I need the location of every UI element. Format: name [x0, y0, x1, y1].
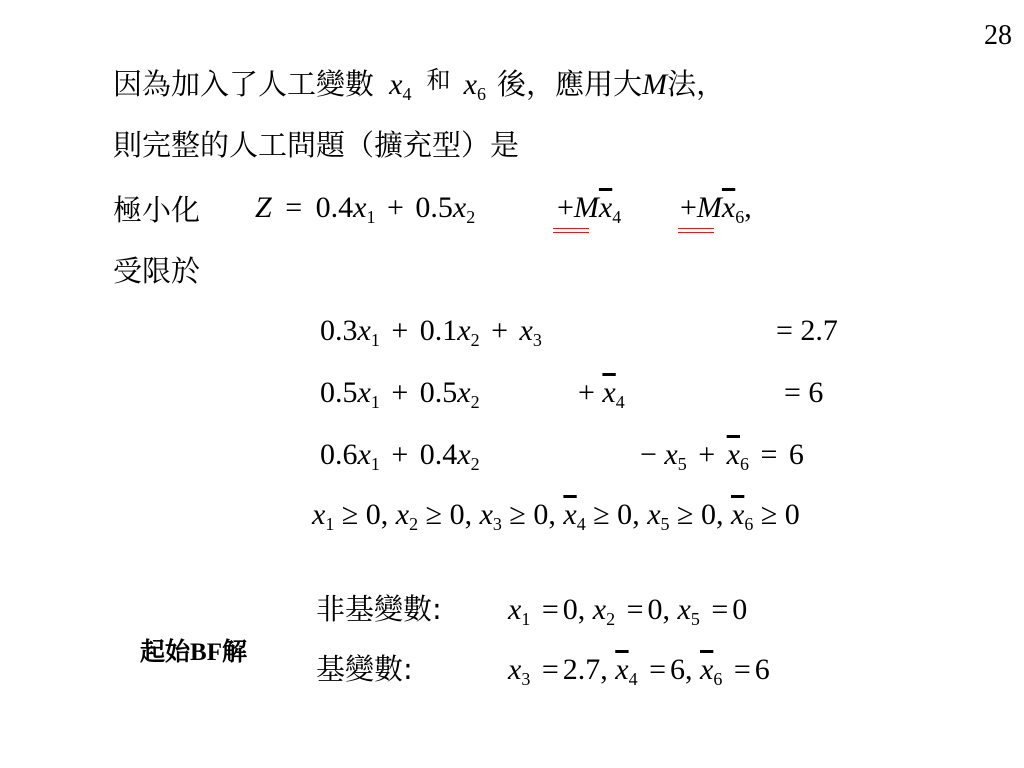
nonnegativity-row: $x_1 \ge 0$, $x_2 \ge 0$, $x_3 \ge 0$, $\overline{x}_4 \ge 0$, $x_5 \ge 0$, $\overline{x}_6 \ge 0$ — [312, 498, 800, 534]
constraint-row-1-rhs: = 2.7 — [776, 314, 838, 347]
intro-line-2: 則完整的人工問題（擴充型）是 — [113, 128, 520, 162]
intro-line-1 — [113, 66, 726, 106]
intro-and: 和 — [426, 66, 451, 94]
objective-m-x4: $+M\overline{x}_4$ — [557, 191, 622, 227]
objective-function: $Z = 0.4x_1 + 0.5x_2$ — [255, 191, 476, 227]
constraint-row-2-rhs: = 6 — [784, 376, 824, 409]
intro-text-a: 因為加入了人工變數 — [113, 67, 375, 101]
basic-label: 基變數: — [316, 652, 413, 686]
constraint-row-1: $0.3x_1 + 0.1x_2 + x_3$ — [320, 314, 542, 350]
var-x4: $x_4$ — [389, 68, 412, 104]
subject-to-label: 受限於 — [113, 254, 201, 288]
var-z: Z — [255, 191, 272, 224]
intro-text-b: 後，應用大 — [497, 67, 643, 101]
objective-label: 極小化 — [113, 193, 201, 227]
big-m: M — [642, 68, 668, 101]
constraint-row-2: $0.5x_1 + 0.5x_2$ — [320, 376, 480, 412]
nonbasic-label: 非基變數: — [316, 592, 442, 626]
constraint-row-3-tail: − $x_5 + \overline{x}_6 = 6$ — [640, 438, 804, 474]
basic-values: $x_3 = 2.7$, $\overline{x}_4 = 6$, $\overline{x}_6 = 6$ — [508, 653, 770, 689]
objective-m-x6: $+M\overline{x}_6$, — [680, 191, 752, 227]
initial-bf-label: 起始BF解 — [140, 637, 247, 666]
var-x6: $x_6$ — [463, 68, 486, 104]
red-underline-2 — [678, 228, 714, 233]
constraint-row-3: $0.6x_1 + 0.4x_2$ — [320, 438, 480, 474]
constraint-row-2-x4: + $\overline{x}_4$ — [578, 376, 625, 412]
red-underline-1 — [553, 228, 589, 233]
page-number: 28 — [984, 20, 1012, 51]
intro-text-c: 法， — [667, 67, 726, 101]
nonbasic-values: $x_1 = 0$, $x_2 = 0$, $x_5 = 0$ — [508, 593, 748, 629]
